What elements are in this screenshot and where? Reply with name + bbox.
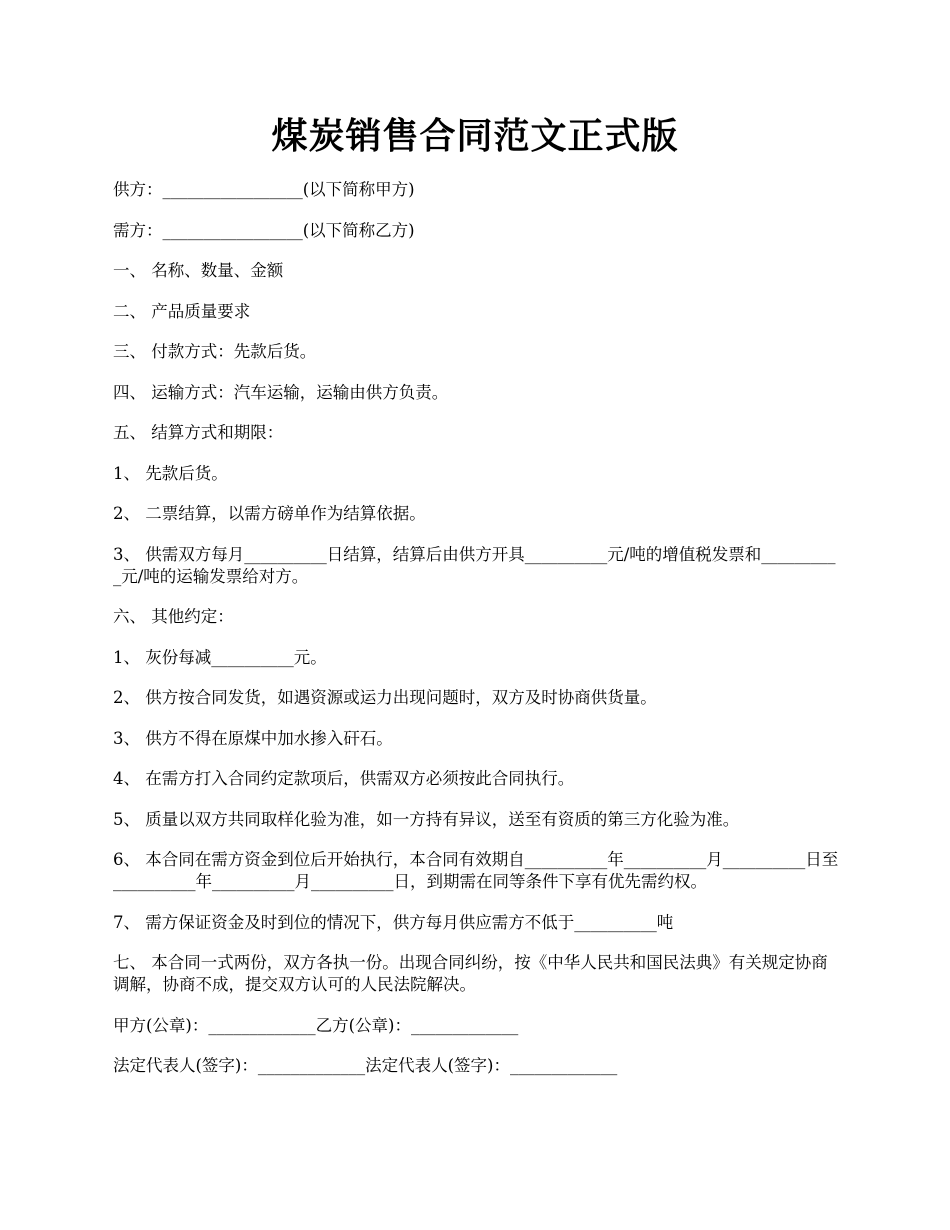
clause-5-settlement: 五、 结算方式和期限：	[113, 423, 284, 442]
other-item-1: 1、 灰份每减__________元。	[113, 647, 327, 667]
other-item-2: 2、 供方按合同发货，如遇资源或运力出现问题时，双方及时协商供货量。	[113, 688, 657, 707]
settlement-item-3: 3、 供需双方每月__________日结算，结算后由供方开具__________元/吨的增值税发票和__________元/吨的运输发票给对方。	[113, 544, 836, 586]
other-item-5: 5、 质量以双方共同取样化验为准，如一方持有异议，送至有资质的第三方化验为准。	[113, 809, 740, 829]
clause-3-payment: 三、 付款方式：先款后货。	[113, 342, 317, 361]
clause-6-other: 六、 其他约定：	[113, 607, 234, 626]
other-item-3: 3、 供方不得在原煤中加水掺入矸石。	[113, 728, 393, 748]
clause-4-transport: 四、 运输方式：汽车运输，运输由供方负责。	[113, 382, 449, 402]
seal-line: 甲方(公章)：_____________乙方(公章)：_____________	[113, 1015, 519, 1035]
buyer-line: 需方：_________________(以下简称乙方)	[113, 220, 415, 240]
signature-line: 法定代表人(签字)：_____________法定代表人(签字)：_____________	[113, 1056, 618, 1075]
supplier-line: 供方：_________________(以下简称甲方)	[113, 180, 415, 199]
other-item-4: 4、 在需方打入合同约定款项后，供需双方必须按此合同执行。	[113, 769, 575, 788]
clause-7-copies: 七、 本合同一式两份，双方各执一份。出现合同纠纷，按《中华人民共和国民法典》有关规定协商调解，协商不成，提交双方认可的人民法院解决。	[113, 953, 828, 994]
other-item-7: 7、 需方保证资金及时到位的情况下，供方每月供应需方不低于__________吨	[113, 912, 674, 932]
other-item-6: 6、 本合同在需方资金到位后开始执行，本合同有效期自__________年__________月__________日至__________年__________月__________日，到期需在同等条件下享有优先需约权。	[113, 850, 839, 891]
settlement-item-1: 1、 先款后货。	[113, 463, 228, 483]
document-body	[113, 179, 841, 1096]
document-title: 煤炭销售合同范文正式版	[271, 115, 679, 157]
settlement-item-2: 2、 二票结算，以需方磅单作为结算依据。	[113, 504, 426, 523]
clause-2-quality: 二、 产品质量要求	[113, 301, 251, 321]
clause-1-name-quantity: 一、 名称、数量、金额	[113, 261, 284, 280]
